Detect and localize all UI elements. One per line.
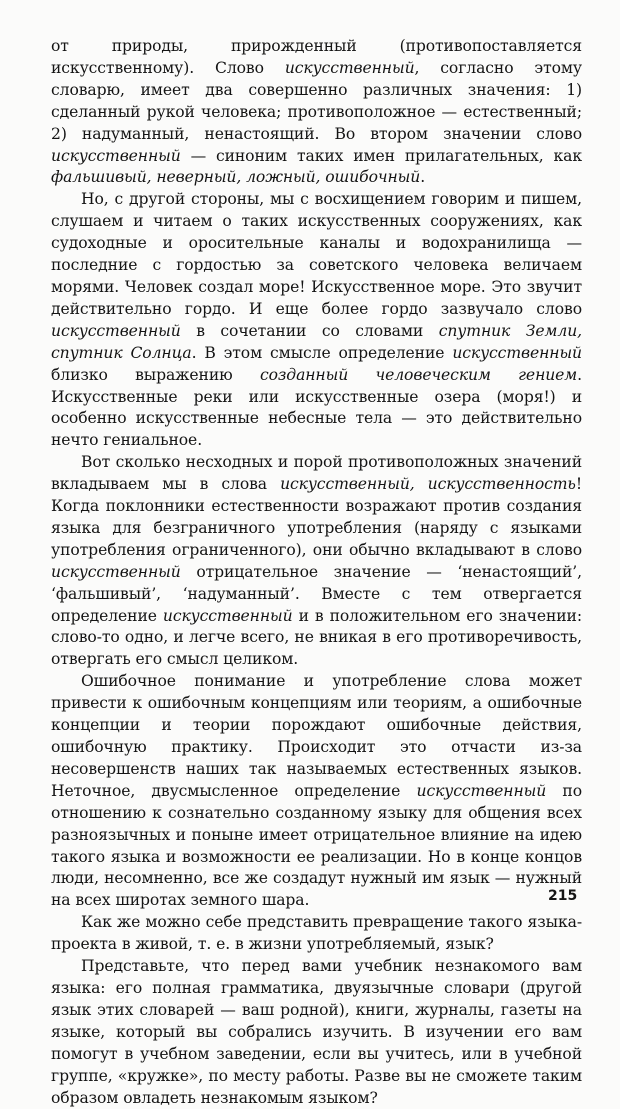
italic-term: искусственный [51, 146, 181, 165]
text-run: . В этом смысле определение [191, 343, 453, 362]
text-run: близко выражению [51, 365, 260, 384]
paragraph [51, 956, 582, 1109]
italic-term: спутник Земли, спутник Солнца [51, 321, 582, 362]
italic-term: искусственный [162, 606, 293, 625]
paragraph [51, 912, 582, 956]
italic-term: искусственный [452, 343, 582, 362]
text-run: — синоним таких имен прилагательных, как [180, 146, 582, 165]
page-number: 215 [548, 888, 578, 904]
italic-term: искусственный [51, 321, 181, 340]
text-run: Но, с другой стороны, мы с восхищением говорим и пишем, слушаем и читаем о таких искусственных сооружениях, как судоходные и оросительные каналы и водохранилища — последние с гордостью за советского человека величаем морями. Человек создал море! Искусственное море. Это звучит действительно гордо. И еще более гордо зазвучало слово [51, 190, 582, 318]
italic-term: фальшивый, неверный, ложный, ошибочный [51, 168, 421, 187]
text-run: и в положительном его значении: слово-то одно, и легче всего, не вникая в его противоречивость, отвергать его смысл целиком. [51, 606, 583, 669]
paragraph [51, 671, 582, 912]
body-text [51, 36, 582, 1109]
text-run: в сочетании со словами [180, 321, 439, 340]
text-run: . Искусственные реки или искусственные озера (моря!) и особенно искусственные небесные тела — это действительно нечто гениальное. [51, 365, 582, 450]
text-run: Ошибочное понимание и употребление слова может привести к ошибочным концепциям или теориям, а ошибочные концепции и теории порождают ошибочные действия, ошибочную практику. Происходит это отчасти из-за несовершенств наших так называемых естественных языков. Неточное, двусмысленное определение [51, 672, 582, 800]
text-run: , согласно этому словарю, имеет два совершенно различных значения: 1) сделанный рукой человека; противоположное — естественный; 2) надуманный, ненастоящий. Во втором значении слово [51, 58, 582, 143]
italic-term: искусственный [284, 58, 415, 77]
text-run: Как же можно себе представить превращение такого языка-проекта в живой, т. е. в жизни употребляемый, язык? [51, 913, 582, 954]
text-run: от природы, прирожденный (противопоставляется искусственному). Слово [51, 37, 582, 77]
italic-term: искусственный [51, 562, 181, 581]
text-run: отрицательное значение — ‘ненастоящий’, ‘фальшивый’, ‘надуманный’. Вместе с тем отвергается определение [51, 562, 582, 625]
italic-term: созданный человеческим гением [259, 365, 578, 384]
italic-term: искусственный, искусственность [280, 475, 576, 494]
paragraph [51, 452, 582, 671]
paragraph [51, 189, 582, 452]
text-run: Представьте, что перед вами учебник незнакомого вам языка: его полная грамматика, двуязычные словари (другой язык этих словарей — ваш родной), книги, журналы, газеты на языке, который вы собрались изучить. В изучении его вам помогут в учебном заведении, если вы учитесь, или в учебной группе, «кружке», по месту работы. Разве вы не сможете таким образом овладеть незнакомым языком? [51, 957, 582, 1107]
paragraph [51, 36, 582, 189]
text-run: . [420, 168, 426, 187]
text-run: ! Когда поклонники естественности возражают против создания языка для безграничного употребления (наряду с языками употребления ограниченного), они обычно вкладывают в слово [51, 475, 582, 559]
text-run: Вот сколько несходных и порой противоположных значений вкладываем мы в слова [51, 453, 582, 494]
italic-term: искусственный [416, 781, 547, 800]
text-run: по отношению к сознательно созданному языку для общения всех разноязычных и поныне имеет отрицательное влияние на идею такого языка и возможности ее реализации. Но в конце концов люди, несомненно, все же создадут нужный им язык — нужный на всех широтах земного шара. [51, 781, 582, 910]
